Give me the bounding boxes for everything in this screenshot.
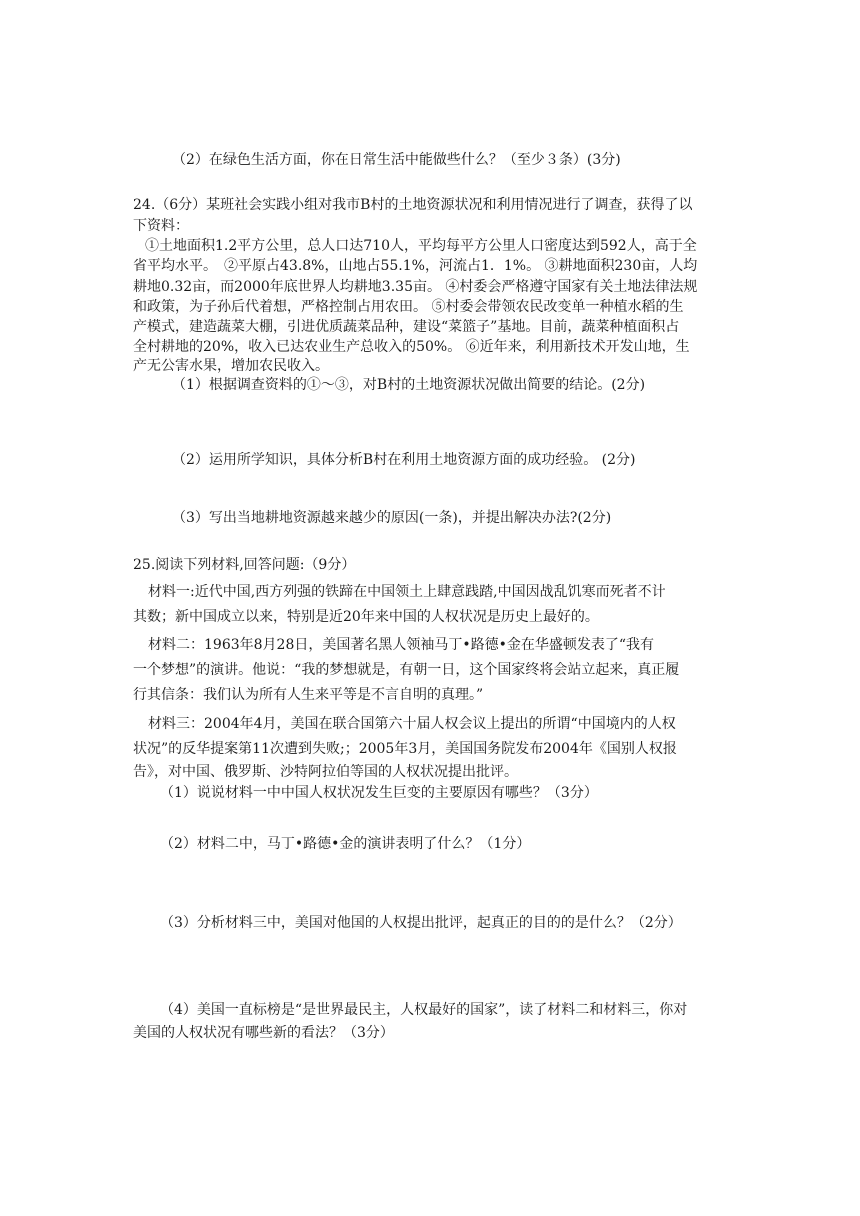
q25-subquestion-3: （3）分析材料三中，美国对他国的人权提出批评，起真正的目的的是什么？（2分） bbox=[160, 915, 682, 931]
q24-info-line: 省平均水平。 ②平原占43.8%，山地占55.1%，河流占1．1%。 ③耕地面积230亩，人均 bbox=[133, 258, 698, 274]
q24-info-line: 产模式，建造蔬菜大棚，引进优质蔬菜品种，建设“菜篮子”基地。目前，蔬菜种植面积占 bbox=[133, 319, 680, 335]
q25-material-3-line: 告》，对中国、俄罗斯、沙特阿拉伯等国的人权状况提出批评。 bbox=[133, 764, 518, 780]
q24-heading-line-1: 24.（6分）某班社会实践小组对我市B村的土地资源状况和利用情况进行了调查，获得了以 bbox=[133, 197, 693, 213]
q23-subquestion-2: （2）在绿色生活方面，你在日常生活中能做些什么？（至少３条）(3分) bbox=[172, 152, 621, 168]
q25-heading: 25.阅读下列材料,回答问题:（9分） bbox=[133, 557, 356, 573]
q25-material-3-line: 状况”的反华提案第11次遭到失败;；2005年3月，美国国务院发布2004年《国别人权报 bbox=[133, 741, 677, 757]
q25-material-2-line: 材料二：1963年8月28日，美国著名黑人领袖马丁•路德•金在华盛顿发表了“我有 bbox=[148, 637, 655, 653]
q25-material-2-line: 一个梦想”的演讲。他说：“我的梦想就是，有朝一日，这个国家终将会站立起来，真正履 bbox=[133, 662, 680, 678]
q25-material-2-line: 行其信条：我们认为所有人生来平等是不言自明的真理。” bbox=[133, 687, 484, 703]
q25-material-3-line: 材料三：2004年4月，美国在联合国第六十届人权会议上提出的所谓“中国境内的人权 bbox=[148, 716, 676, 732]
q25-subquestion-4-line: （4）美国一直标榜是“是世界最民主，人权最好的国家”，读了材料二和材料三，你对 bbox=[160, 1002, 688, 1018]
q25-subquestion-1: （1）说说材料一中中国人权状况发生巨变的主要原因有哪些？（3分） bbox=[160, 785, 598, 801]
q24-subquestion-3: （3）写出当地耕地资源越来越少的原因(一条)，并提出解决办法?(2分) bbox=[172, 510, 612, 526]
q24-info-line: 全村耕地的20%，收入已达农业生产总收入的50%。 ⑥近年来，利用新技术开发山地，生 bbox=[133, 339, 690, 355]
q24-subquestion-2: （2）运用所学知识，具体分析B村在利用土地资源方面的成功经验。 (2分) bbox=[172, 452, 636, 468]
q24-info-line: 和政策，为子孙后代着想，严格控制占用农田。 ⑤村委会带领农民改变单一种植水稻的生 bbox=[133, 299, 684, 315]
q25-subquestion-4-line: 美国的人权状况有哪些新的看法？（3分） bbox=[133, 1025, 394, 1041]
q25-material-1-line: 材料一:近代中国,西方列强的铁蹄在中国领土上肆意践踏,中国因战乱饥寒而死者不计 bbox=[148, 584, 666, 600]
q24-subquestion-1: （1）根据调查资料的①～③，对B村的土地资源状况做出简要的结论。(2分) bbox=[172, 377, 646, 393]
q24-heading-line-2: 下资料： bbox=[133, 218, 189, 234]
q24-info-line: 耕地0.32亩，而2000年底世界人均耕地3.35亩。 ④村委会严格遵守国家有关土地法律法规 bbox=[133, 279, 698, 295]
q25-material-1-line: 其数；新中国成立以来，特别是近20年来中国的人权状况是历史上最好的。 bbox=[133, 609, 599, 625]
q25-subquestion-2: （2）材料二中，马丁•路德•金的演讲表明了什么？（1分） bbox=[160, 836, 531, 852]
q24-info-line: 产无公害水果，增加农民收入。 bbox=[133, 358, 329, 374]
q24-info-line: ①土地面积1.2平方公里，总人口达710人，平均每平方公里人口密度达到592人，高于全 bbox=[145, 238, 697, 254]
